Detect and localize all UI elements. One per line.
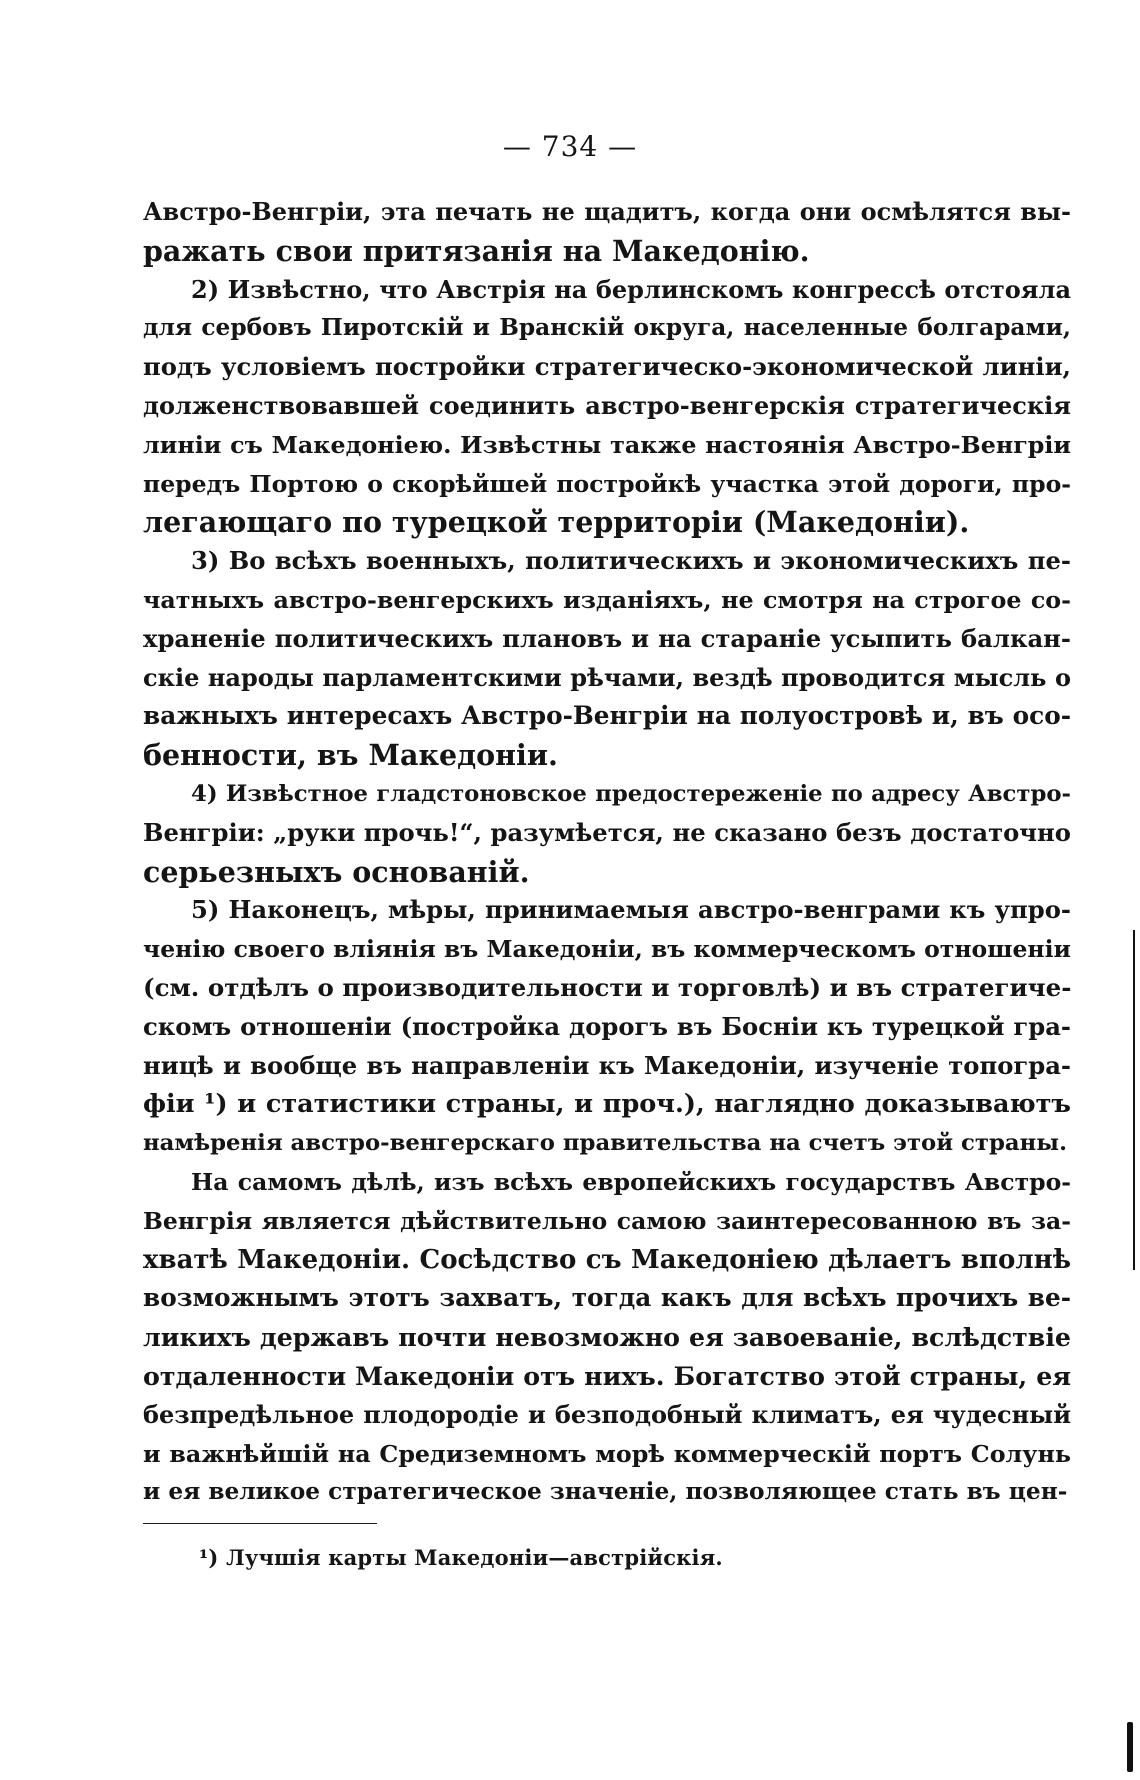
text-line: Венгріи: „руки прочь!“, разумѣется, не сказано безъ достаточно	[143, 817, 1071, 847]
main-text	[143, 193, 1071, 1512]
footnote-divider	[143, 1523, 377, 1524]
paragraph	[143, 193, 1071, 271]
text-line: чатныхъ австро-венгерскихъ изданіяхъ, не смотря на строгое со-	[143, 585, 1071, 614]
text-line: для сербовъ Пиротскій и Вранскій округа, населенные болгарами,	[143, 314, 1071, 342]
text-line: ченію своего вліянія въ Македоніи, въ коммерческомъ отношеніи	[143, 935, 1071, 964]
text-line: 5) Наконецъ, мѣры, принимаемыя австро-венграми къ упро-	[191, 895, 1071, 925]
text-line: бенности, въ Македоніи.	[143, 738, 558, 773]
text-line: отдаленности Македоніи отъ нихъ. Богатство этой страны, ея	[143, 1360, 1071, 1391]
text-line: Австро-Венгріи, эта печать не щадитъ, когда они осмѣлятся вы-	[143, 197, 1071, 226]
text-line: ницѣ и вообще въ направленіи къ Македоніи, изученіе топогра-	[143, 1050, 1071, 1080]
text-line: возможнымъ этотъ захватъ, тогда какъ для всѣхъ прочихъ ве-	[143, 1283, 1071, 1313]
text-line: ликихъ державъ почти невозможно ея завоеваніе, вслѣдствіе	[143, 1322, 1071, 1353]
paragraph	[143, 775, 1071, 891]
paragraph	[143, 1163, 1071, 1512]
scan-edge-mark	[1133, 930, 1135, 1270]
scan-edge-mark	[1127, 1722, 1133, 1772]
paragraph	[143, 271, 1071, 543]
text-line: линіи съ Македоніею. Извѣстны также настоянія Австро-Венгріи	[143, 430, 1071, 459]
text-line: важныхъ интересахъ Австро-Венгріи на полуостровѣ и, въ осо-	[143, 701, 1071, 731]
text-line: хватѣ Македоніи. Сосѣдство съ Македоніею дѣлаетъ вполнѣ	[143, 1244, 1071, 1275]
text-line: 3) Во всѣхъ военныхъ, политическихъ и экономическихъ пе-	[191, 546, 1071, 576]
text-line: подъ условіемъ постройки стратегическо-экономической линіи,	[143, 352, 1071, 382]
text-line: намѣренія австро-венгерскаго правительства на счетъ этой страны.	[143, 1130, 1067, 1157]
text-line: скіе народы парламентскими рѣчами, вездѣ проводится мысль о	[143, 662, 1071, 692]
text-line: На самомъ дѣлѣ, изъ всѣхъ европейскихъ государствъ Австро-	[191, 1167, 1071, 1196]
text-line: легающаго по турецкой территоріи (Македоніи).	[143, 505, 970, 540]
text-line: ражать свои притязанія на Македонію.	[143, 233, 810, 268]
text-line: и важнѣйшій на Средиземномъ морѣ коммерческій портъ Солунь	[143, 1439, 1071, 1468]
text-line: храненіе политическихъ плановъ и на стараніе усыпить балкан-	[143, 623, 1071, 653]
footnote	[199, 1545, 723, 1570]
text-line: серьезныхъ основаній.	[143, 854, 530, 889]
text-line: скомъ отношеніи (постройка дорогъ въ Босніи къ турецкой гра-	[143, 1011, 1071, 1041]
paragraph	[143, 542, 1071, 775]
text-line: и ея великое стратегическое значеніе, позволяющее стать въ цен-	[143, 1478, 1068, 1506]
footnote-marker: ¹)	[199, 1545, 219, 1570]
text-line: Венгрія является дѣйствительно самою заинтересованною въ за-	[143, 1206, 1071, 1235]
footnote-text: Лучшія карты Македоніи—австрійскія.	[226, 1545, 723, 1570]
text-line: 4) Извѣстное гладстоновское предостереженіе по адресу Австро-	[191, 780, 1071, 807]
text-line: фіи ¹) и статистики страны, и проч.), наглядно доказываютъ	[143, 1089, 1071, 1120]
text-line: (см. отдѣлъ о производительности и торговлѣ) и въ стратегиче-	[143, 972, 1072, 1002]
text-line: безпредѣльное плодородіе и безподобный климатъ, ея чудесный	[143, 1399, 1071, 1429]
text-line: долженствовавшей соединить австро-венгерскія стратегическія	[143, 390, 1071, 420]
text-line: 2) Извѣстно, что Австрія на берлинскомъ конгрессѣ отстояла	[191, 274, 1071, 304]
paragraph	[143, 891, 1071, 1163]
text-line: передъ Портою о скорѣйшей постройкѣ участка этой дороги, про-	[143, 469, 1071, 498]
page-number: — 734 —	[502, 130, 638, 163]
